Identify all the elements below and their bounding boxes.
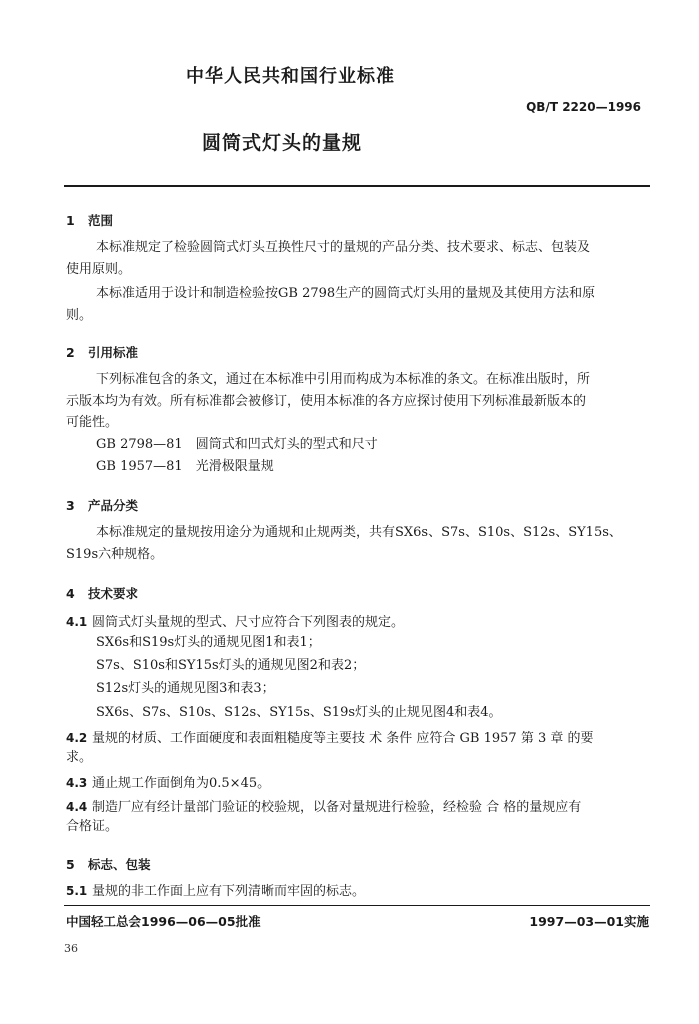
clause-text: 量规的材质、工作面硬度和表面粗糙度等主要技 术 条件 应符合 GB 1957 第 3 章 的要 (92, 731, 594, 746)
section-title: 标志、包装 (88, 857, 151, 872)
clause-text: 圆筒式灯头量规的型式、尺寸应符合下列图表的规定。 (92, 615, 405, 630)
paragraph-line: 示版本均为有效。所有标准都会被修订，使用本标准的各方应探讨使用下列标准最新版本的 (66, 394, 587, 409)
clause-number: 4.4 (66, 800, 88, 814)
page-number: 36 (64, 942, 78, 955)
section-1-heading (66, 211, 113, 229)
header-rule (64, 185, 650, 187)
implementation-date: 1997—03—01实施 (529, 914, 649, 929)
standard-number: QB/T 2220—1996 (526, 100, 641, 114)
reference-item: GB 1957—81 光滑极限量规 (96, 459, 274, 474)
section-number: 1 (66, 213, 75, 228)
paragraph-line: 本标准规定的量规按用途分为通规和止规两类，共有SX6s、S7s、S10s、S12s、SY15s、 (96, 525, 622, 540)
document-title: 圆筒式灯头的量规 (202, 132, 363, 154)
section-number: 5 (66, 857, 75, 872)
section-title: 引用标准 (88, 345, 139, 360)
approval-date: 中国轻工总会1996—06—05批准 (66, 914, 261, 929)
clause-item: SX6s、S7s、S10s、S12s、SY15s、S19s灯头的止规见图4和表4。 (96, 705, 502, 720)
section-number: 3 (66, 498, 75, 513)
clause-4-3 (66, 772, 270, 791)
paragraph-line: 本标准适用于设计和制造检验按GB 2798生产的圆筒式灯头用的量规及其使用方法和原 (96, 286, 596, 301)
issuing-body: 中华人民共和国行业标准 (186, 66, 395, 87)
section-number: 4 (66, 586, 75, 601)
paragraph-line: 则。 (66, 308, 93, 323)
paragraph-line: 求。 (66, 750, 93, 765)
clause-text: 量规的非工作面上应有下列清晰而牢固的标志。 (92, 884, 366, 899)
paragraph-line: 可能性。 (66, 415, 119, 430)
section-4-heading (66, 584, 138, 602)
section-5-heading (66, 855, 151, 873)
paragraph-line: 合格证。 (66, 819, 119, 834)
clause-text: 制造厂应有经计量部门验证的校验规，以备对量规进行检验，经检验 合 格的量规应有 (92, 800, 582, 815)
paragraph-line: 下列标准包含的条文，通过在本标准中引用而构成为本标准的条文。在标准出版时，所 (96, 372, 591, 387)
clause-text: 通止规工作面倒角为0.5×45。 (92, 776, 271, 791)
clause-item: SX6s和S19s灯头的通规见图1和表1； (96, 635, 321, 650)
section-2-heading (66, 343, 138, 361)
clause-4-1 (66, 611, 404, 630)
paragraph-line: 本标准规定了检验圆筒式灯头互换性尺寸的量规的产品分类、技术要求、标志、包装及 (96, 240, 591, 255)
section-title: 范围 (88, 213, 114, 228)
clause-number: 4.2 (66, 731, 88, 745)
clause-number: 4.1 (66, 615, 88, 629)
paragraph-line: S19s六种规格。 (66, 547, 164, 562)
paragraph-line: 使用原则。 (66, 262, 132, 277)
clause-number: 4.3 (66, 776, 88, 790)
clause-5-1 (66, 880, 365, 899)
clause-4-4 (66, 796, 581, 815)
section-number: 2 (66, 345, 75, 360)
clause-item: S7s、S10s和SY15s灯头的通规见图2和表2； (96, 658, 366, 673)
reference-item: GB 2798—81 圆筒式和凹式灯头的型式和尺寸 (96, 437, 378, 452)
clause-number: 5.1 (66, 884, 88, 898)
clause-item: S12s灯头的通规见图3和表3； (96, 681, 275, 696)
section-title: 技术要求 (88, 586, 139, 601)
clause-4-2 (66, 727, 593, 746)
section-title: 产品分类 (88, 498, 139, 513)
footer-rule (64, 905, 650, 906)
section-3-heading (66, 496, 138, 514)
